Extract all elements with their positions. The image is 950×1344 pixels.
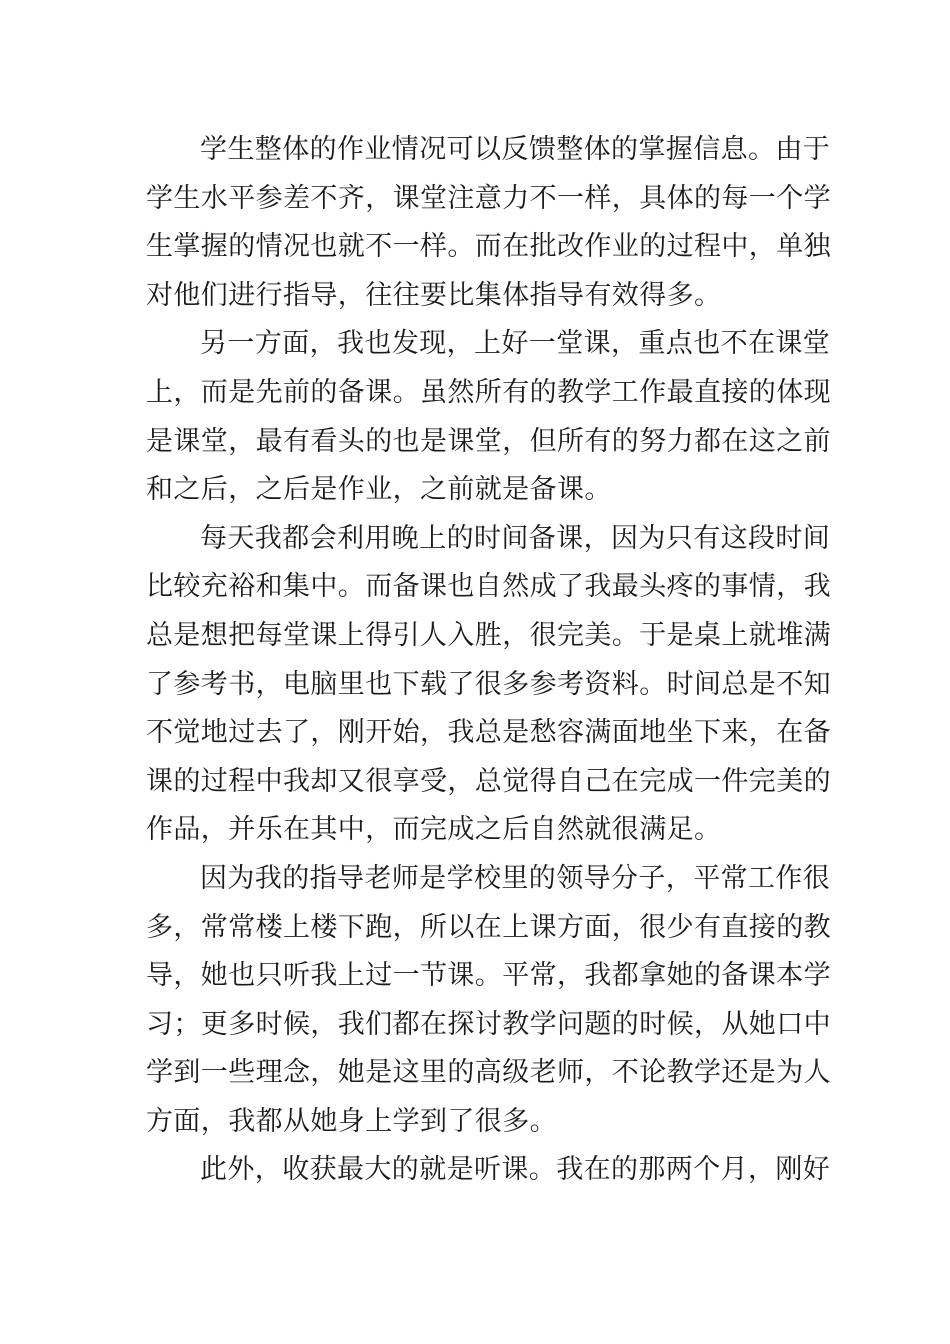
text-line: 和之后，之后是作业，之前就是备课。: [146, 474, 612, 506]
text-line: 不觉地过去了，刚开始，我总是愁容满面地坐下来，在备: [146, 717, 831, 749]
text-line: 学生水平参差不齐，课堂注意力不一样，具体的每一个学: [146, 182, 831, 214]
text-line: 学到一些理念，她是这里的高级老师，不论教学还是为人: [146, 1057, 831, 1089]
text-line: 了参考书，电脑里也下载了很多参考资料。时间总是不知: [146, 668, 831, 700]
paragraph-2: [146, 320, 831, 514]
document-page: [146, 126, 831, 1195]
paragraph-1: [146, 126, 831, 320]
text-line: 总是想把每堂课上得引人入胜，很完美。于是桌上就堆满: [146, 619, 831, 651]
text-line: 每天我都会利用晚上的时间备课，因为只有这段时间: [200, 522, 831, 554]
paragraph-3: [146, 515, 831, 855]
text-line: 学生整体的作业情况可以反馈整体的掌握信息。由于: [200, 134, 831, 165]
text-line: 习；更多时候，我们都在探讨教学问题的时候，从她口中: [146, 1008, 831, 1040]
paragraph-4: [146, 855, 831, 1147]
text-line: 比较充裕和集中。而备课也自然成了我最头疼的事情，我: [146, 571, 831, 603]
paragraph-5: [146, 1146, 831, 1195]
text-line: 作品，并乐在其中，而完成之后自然就很满足。: [146, 814, 722, 846]
text-line: 因为我的指导老师是学校里的领导分子，平常工作很: [200, 862, 831, 894]
text-line: 另一方面，我也发现，上好一堂课，重点也不在课堂: [200, 328, 831, 360]
text-line: 上，而是先前的备课。虽然所有的教学工作最直接的体现: [146, 376, 831, 408]
text-line: 是课堂，最有看头的也是课堂，但所有的努力都在这之前: [146, 425, 831, 457]
text-line: 方面，我都从她身上学到了很多。: [146, 1105, 557, 1137]
text-line: 对他们进行指导，往往要比集体指导有效得多。: [146, 279, 722, 311]
text-line: 课的过程中我却又很享受，总觉得自己在完成一件完美的: [146, 765, 831, 797]
text-line: 此外，收获最大的就是听课。我在的那两个月，刚好: [200, 1154, 831, 1186]
text-line: 生掌握的情况也就不一样。而在批改作业的过程中，单独: [146, 231, 831, 263]
text-line: 多，常常楼上楼下跑，所以在上课方面，很少有直接的教: [146, 911, 831, 943]
text-line: 导，她也只听我上过一节课。平常，我都拿她的备课本学: [146, 960, 831, 992]
